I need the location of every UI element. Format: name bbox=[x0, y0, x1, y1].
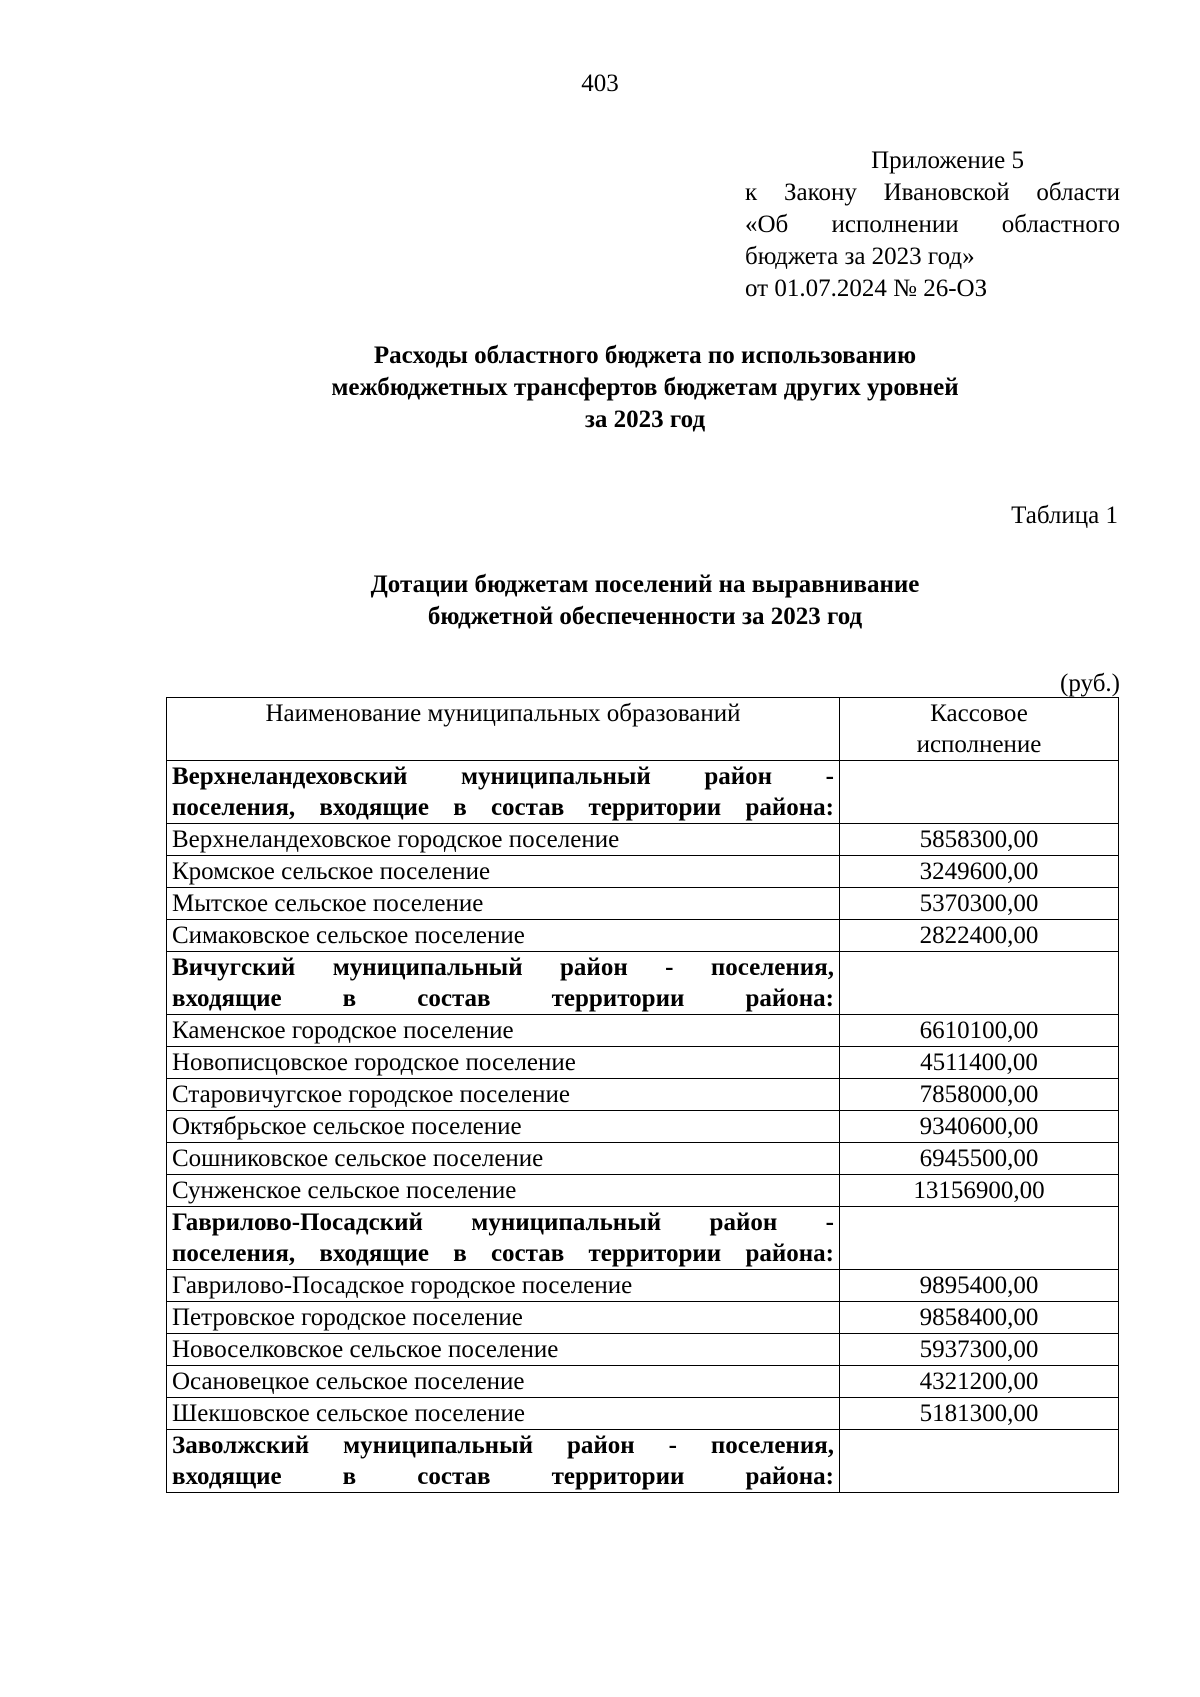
table-label: Таблица 1 bbox=[1011, 502, 1118, 529]
settlement-name: Симаковское сельское поселение bbox=[167, 920, 840, 952]
document-title-line: межбюджетных трансфертов бюджетам других уровней bbox=[331, 374, 959, 401]
settlement-value: 5937300,00 bbox=[840, 1334, 1119, 1366]
group-value bbox=[840, 761, 1119, 824]
group-name bbox=[167, 761, 840, 824]
document-title-line: Расходы областного бюджета по использованию bbox=[373, 342, 917, 369]
group-value bbox=[840, 952, 1119, 1015]
group-name-line: поселения, входящие в состав территории района: bbox=[172, 1240, 834, 1267]
table-group-row bbox=[167, 1430, 1119, 1493]
settlement-name: Петровское городское поселение bbox=[167, 1302, 840, 1334]
settlement-value: 13156900,00 bbox=[840, 1175, 1119, 1207]
settlement-name: Шекшовское сельское поселение bbox=[167, 1398, 840, 1430]
table-row bbox=[167, 1015, 1119, 1047]
appendix-line: к Закону Ивановской области bbox=[745, 179, 1120, 206]
group-name bbox=[167, 952, 840, 1015]
settlement-value: 7858000,00 bbox=[840, 1079, 1119, 1111]
settlement-name: Мытское сельское поселение bbox=[167, 888, 840, 920]
table-row bbox=[167, 1143, 1119, 1175]
appendix-line: «Об исполнении областного bbox=[745, 211, 1120, 238]
settlement-name: Сошниковское сельское поселение bbox=[167, 1143, 840, 1175]
settlement-value: 9340600,00 bbox=[840, 1111, 1119, 1143]
table-row bbox=[167, 888, 1119, 920]
settlement-value: 6945500,00 bbox=[840, 1143, 1119, 1175]
table-title-line: Дотации бюджетам поселений на выравнивание bbox=[370, 571, 920, 598]
table-row bbox=[167, 920, 1119, 952]
settlement-name: Сунженское сельское поселение bbox=[167, 1175, 840, 1207]
table-row bbox=[167, 1366, 1119, 1398]
table-row bbox=[167, 1111, 1119, 1143]
table-title bbox=[0, 569, 1200, 633]
group-name-line: Заволжский муниципальный район - поселения, bbox=[172, 1432, 834, 1459]
table-row bbox=[167, 1175, 1119, 1207]
table-group-row bbox=[167, 1207, 1119, 1270]
group-name-line: входящие в состав территории района: bbox=[172, 1463, 834, 1490]
settlement-name: Верхнеландеховское городское поселение bbox=[167, 824, 840, 856]
group-name-line: поселения, входящие в состав территории района: bbox=[172, 794, 834, 821]
settlement-name: Новоселковское сельское поселение bbox=[167, 1334, 840, 1366]
budget-table bbox=[166, 697, 1119, 1493]
table-row bbox=[167, 856, 1119, 888]
table-row bbox=[167, 1079, 1119, 1111]
appendix-line: бюджета за 2023 год» bbox=[745, 243, 975, 270]
settlement-name: Октябрьское сельское поселение bbox=[167, 1111, 840, 1143]
settlement-value: 5370300,00 bbox=[840, 888, 1119, 920]
settlement-value: 9858400,00 bbox=[840, 1302, 1119, 1334]
settlement-value: 4321200,00 bbox=[840, 1366, 1119, 1398]
settlement-name: Осановецкое сельское поселение bbox=[167, 1366, 840, 1398]
header-value-line: Кассовое bbox=[930, 700, 1028, 727]
header-value bbox=[840, 698, 1119, 761]
settlement-value: 5181300,00 bbox=[840, 1398, 1119, 1430]
group-value bbox=[840, 1207, 1119, 1270]
table-row bbox=[167, 1334, 1119, 1366]
table-group-row bbox=[167, 761, 1119, 824]
table-row bbox=[167, 1270, 1119, 1302]
group-name-line: входящие в состав территории района: bbox=[172, 985, 834, 1012]
settlement-name: Новописцовское городское поселение bbox=[167, 1047, 840, 1079]
appendix-block bbox=[745, 145, 1120, 305]
settlement-value: 9895400,00 bbox=[840, 1270, 1119, 1302]
appendix-line: Приложение 5 bbox=[871, 147, 1024, 174]
group-name-line: Вичугский муниципальный район - поселения, bbox=[172, 954, 834, 981]
settlement-value: 5858300,00 bbox=[840, 824, 1119, 856]
table-row bbox=[167, 1398, 1119, 1430]
table-group-row bbox=[167, 952, 1119, 1015]
unit-label: (руб.) bbox=[1060, 670, 1120, 697]
header-name: Наименование муниципальных образований bbox=[167, 698, 840, 761]
group-name-line: Верхнеландеховский муниципальный район - bbox=[172, 763, 834, 790]
page-number: 403 bbox=[581, 70, 619, 97]
table-row bbox=[167, 1302, 1119, 1334]
appendix-line: от 01.07.2024 № 26-ОЗ bbox=[745, 275, 988, 302]
settlement-name: Старовичугское городское поселение bbox=[167, 1079, 840, 1111]
group-name bbox=[167, 1430, 840, 1493]
settlement-name: Гаврилово-Посадское городское поселение bbox=[167, 1270, 840, 1302]
settlement-name: Каменское городское поселение bbox=[167, 1015, 840, 1047]
table-row bbox=[167, 824, 1119, 856]
table-title-line: бюджетной обеспеченности за 2023 год bbox=[427, 603, 863, 630]
group-name bbox=[167, 1207, 840, 1270]
settlement-name: Кромское сельское поселение bbox=[167, 856, 840, 888]
table-header-row bbox=[167, 698, 1119, 761]
settlement-value: 6610100,00 bbox=[840, 1015, 1119, 1047]
document-title bbox=[0, 340, 1200, 436]
table-row bbox=[167, 1047, 1119, 1079]
table-body bbox=[167, 761, 1119, 1493]
group-name-line: Гаврилово-Посадский муниципальный район - bbox=[172, 1209, 834, 1236]
settlement-value: 2822400,00 bbox=[840, 920, 1119, 952]
document-title-line: за 2023 год bbox=[584, 406, 706, 433]
settlement-value: 4511400,00 bbox=[840, 1047, 1119, 1079]
settlement-value: 3249600,00 bbox=[840, 856, 1119, 888]
group-value bbox=[840, 1430, 1119, 1493]
header-value-line: исполнение bbox=[916, 731, 1042, 758]
